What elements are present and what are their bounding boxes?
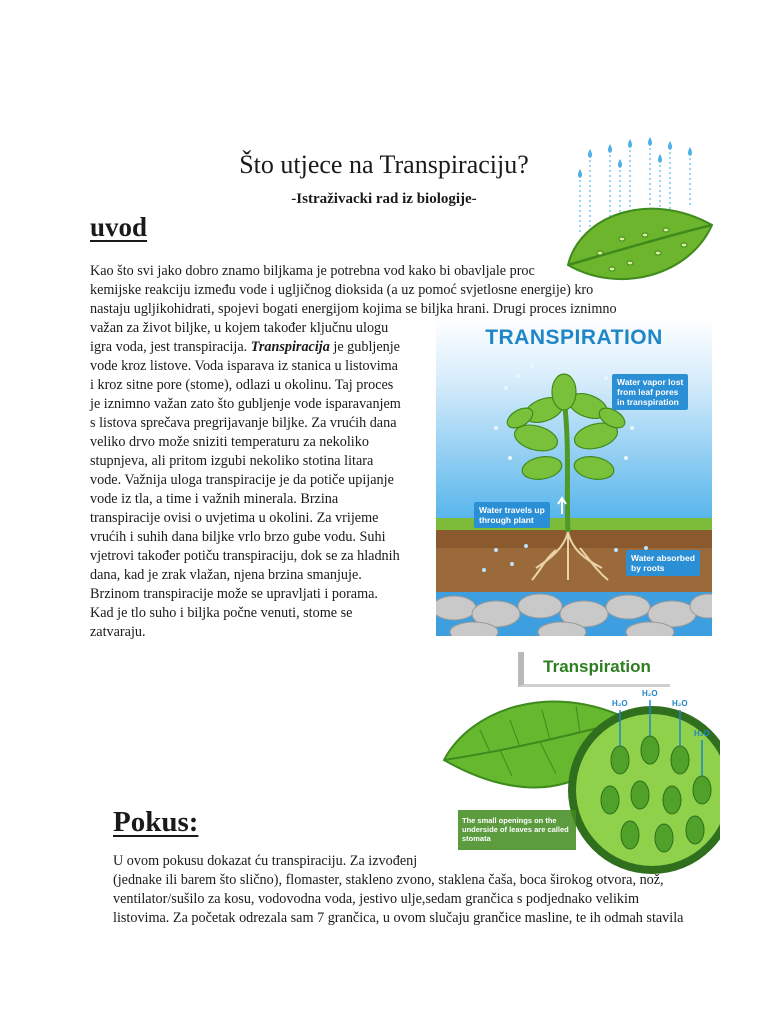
uvod-text: igra voda, jest transpiracija.: [90, 339, 251, 355]
stomata-note: The small openings on the underside of leaves are called stomata: [462, 816, 569, 843]
h2o-label: H₂O: [672, 699, 688, 708]
uvod-line: transpiracije ovisi o uvjetima u okolini. Za vrijeme: [90, 510, 379, 526]
uvod-line: važan za život biljke, u kojem također ključnu ulogu: [90, 320, 389, 336]
uvod-line: stupnjeva, ali pritom izgubi nekoliko stotina litara: [90, 453, 374, 469]
uvod-text: je gubljenje: [329, 339, 400, 355]
h2o-label: H₂O: [612, 699, 628, 708]
uvod-line: kemijske reakciju između vode i ugljičnog dioksida (a uz pomoć svjetlosne energije) kro: [90, 282, 594, 298]
h2o-label: H₂O: [642, 689, 658, 698]
infographic-title: TRANSPIRATION: [485, 326, 663, 349]
rock-layer: [436, 594, 712, 636]
transpiration-infographic: [436, 318, 712, 636]
uvod-heading: uvod: [90, 212, 148, 242]
uvod-line: dana, kad je zrak vlažan, njena brzina smanjuje.: [90, 567, 362, 583]
uvod-line: vode. Važnija uloga transpiracije je da potiče upijanje: [90, 472, 394, 488]
plant-stem: [564, 398, 568, 532]
droplets: [578, 137, 692, 178]
pokus-line: listovima. Za početak odrezala sam 7 grančica, u ovom slučaju grančice masline, te ih odmah stavila: [113, 910, 684, 926]
uvod-line: vode iz tla, a time i važnih minerala. Brzina: [90, 491, 339, 507]
water-absorbed-label: Water absorbed by roots: [626, 550, 700, 576]
arrow-up-icon: [558, 498, 566, 514]
uvod-line: i kroz sitne pore (stome), odlazi u okolinu. Taj proces: [90, 377, 394, 393]
document-title: Što utjece na Transpiraciju?: [239, 150, 529, 179]
uvod-line: vjetrovi također potiču transpiraciju, dok se za hladnih: [90, 548, 400, 564]
uvod-line: Kao što svi jako dobro znamo biljkama je potrebna vod kako bi obavljale proc: [90, 263, 535, 279]
water-travels-label: Water travels up through plant: [474, 502, 550, 528]
pokus-line: U ovom pokusu dokazat ću transpiraciju. Za izvođenj: [113, 853, 418, 869]
document-subtitle: -Istraživacki rad iz biologije-: [291, 191, 477, 207]
leaf-droplets-illustration: [560, 135, 720, 295]
h2o-label: H₂O: [694, 729, 710, 738]
illustration2-title: Transpiration: [518, 652, 670, 687]
uvod-line: Brzinom transpiracije može se upravljati i porama.: [90, 586, 378, 602]
uvod-line: nastaju ugljikohidrati, spojevi bogati energijom kojima se biljka hrani. Drugi proces iznimno: [90, 301, 617, 317]
uvod-line: vode kroz listove. Voda isparava iz stanica u listovima: [90, 358, 398, 374]
vapor-label: Water vapor lost from leaf pores in transpiration: [612, 374, 688, 410]
uvod-line: Kad je tlo suho i biljka počne venuti, stome se: [90, 605, 353, 621]
pokus-heading: Pokus:: [113, 806, 199, 838]
uvod-line: je iznimno važan zato što gubljenje vode isparavanjem: [90, 396, 401, 412]
uvod-line: zatvaraju.: [90, 624, 146, 640]
uvod-line: s listova sprečava pregrijavanje biljke. Za vrućih dana: [90, 415, 397, 431]
uvod-line: vrućih i suhih dana biljke vrlo brzo gube vodu. Suhi: [90, 529, 386, 545]
pokus-line: (jednake ili barem što slično), flomaster, stakleno zvono, staklena čaša, boca širokog otvora, nož,: [113, 872, 664, 888]
transpiracija-term: Transpiracija: [250, 339, 330, 355]
uvod-line-mixed: [90, 338, 400, 357]
pokus-line: ventilator/sušilo za kosu, vodovodna voda, jestivo ulje,sedam grančica s podjednako velikim: [113, 891, 640, 907]
uvod-line: veliko drvo može sniziti temperaturu za nekoliko: [90, 434, 369, 450]
plant-diagram: [436, 318, 712, 636]
